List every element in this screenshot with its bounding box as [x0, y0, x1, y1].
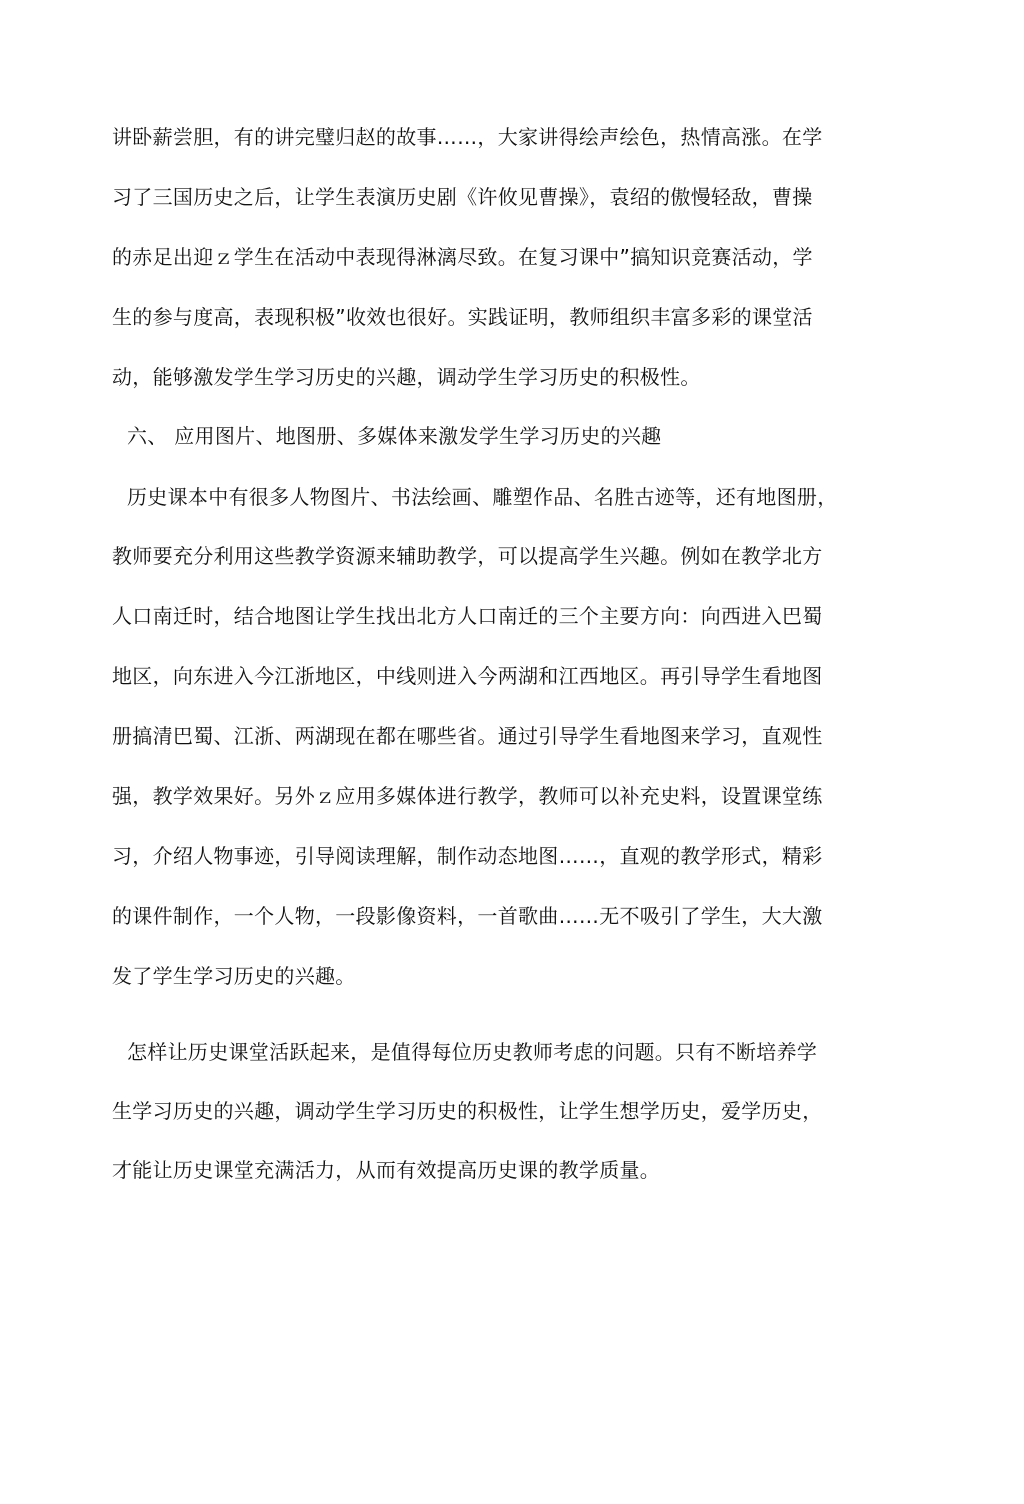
text-line: 讲卧薪尝胆，有的讲完璧归赵的故事……，大家讲得绘声绘色，热情高涨。在学	[112, 125, 823, 149]
section-heading: 六、 应用图片、地图册、多媒体来激发学生学习历史的兴趣	[127, 424, 662, 448]
text-line: 发了学生学习历史的兴趣。	[112, 964, 356, 988]
text-line: 册搞清巴蜀、江浙、两湖现在都在哪些省。通过引导学生看地图来学习，直观性	[112, 724, 823, 748]
text-line: 的赤足出迎ｚ学生在活动中表现得淋漓尽致。在复习课中”搞知识竞赛活动，学	[112, 245, 813, 269]
text-line: 的课件制作，一个人物，一段影像资料，一首歌曲……无不吸引了学生，大大激	[112, 904, 823, 928]
text-line: 习，介绍人物事迹，引导阅读理解，制作动态地图……，直观的教学形式，精彩	[112, 844, 823, 868]
text-line: 历史课本中有很多人物图片、书法绘画、雕塑作品、名胜古迹等，还有地图册，	[127, 485, 838, 509]
text-line: 怎样让历史课堂活跃起来，是值得每位历史教师考虑的问题。只有不断培养学	[127, 1040, 818, 1064]
text-line: 地区，向东进入今江浙地区，中线则进入今两湖和江西地区。再引导学生看地图	[112, 664, 823, 688]
text-line: 生的参与度高，表现积极”收效也很好。实践证明，教师组织丰富多彩的课堂活	[112, 305, 813, 329]
text-line: 生学习历史的兴趣，调动学生学习历史的积极性，让学生想学历史，爱学历史，	[112, 1099, 823, 1123]
text-line: 强，教学效果好。另外ｚ应用多媒体进行教学，教师可以补充史料，设置课堂练	[112, 784, 823, 808]
text-line: 习了三国历史之后，让学生表演历史剧《许攸见曹操》，袁绍的傲慢轻敌，曹操	[112, 185, 813, 209]
text-line: 人口南迁时，结合地图让学生找出北方人口南迁的三个主要方向：向西进入巴蜀	[112, 604, 823, 628]
text-line: 教师要充分利用这些教学资源来辅助教学，可以提高学生兴趣。例如在教学北方	[112, 544, 823, 568]
text-line: 动，能够激发学生学习历史的兴趣，调动学生学习历史的积极性。	[112, 365, 701, 389]
text-line: 才能让历史课堂充满活力，从而有效提高历史课的教学质量。	[112, 1158, 661, 1182]
